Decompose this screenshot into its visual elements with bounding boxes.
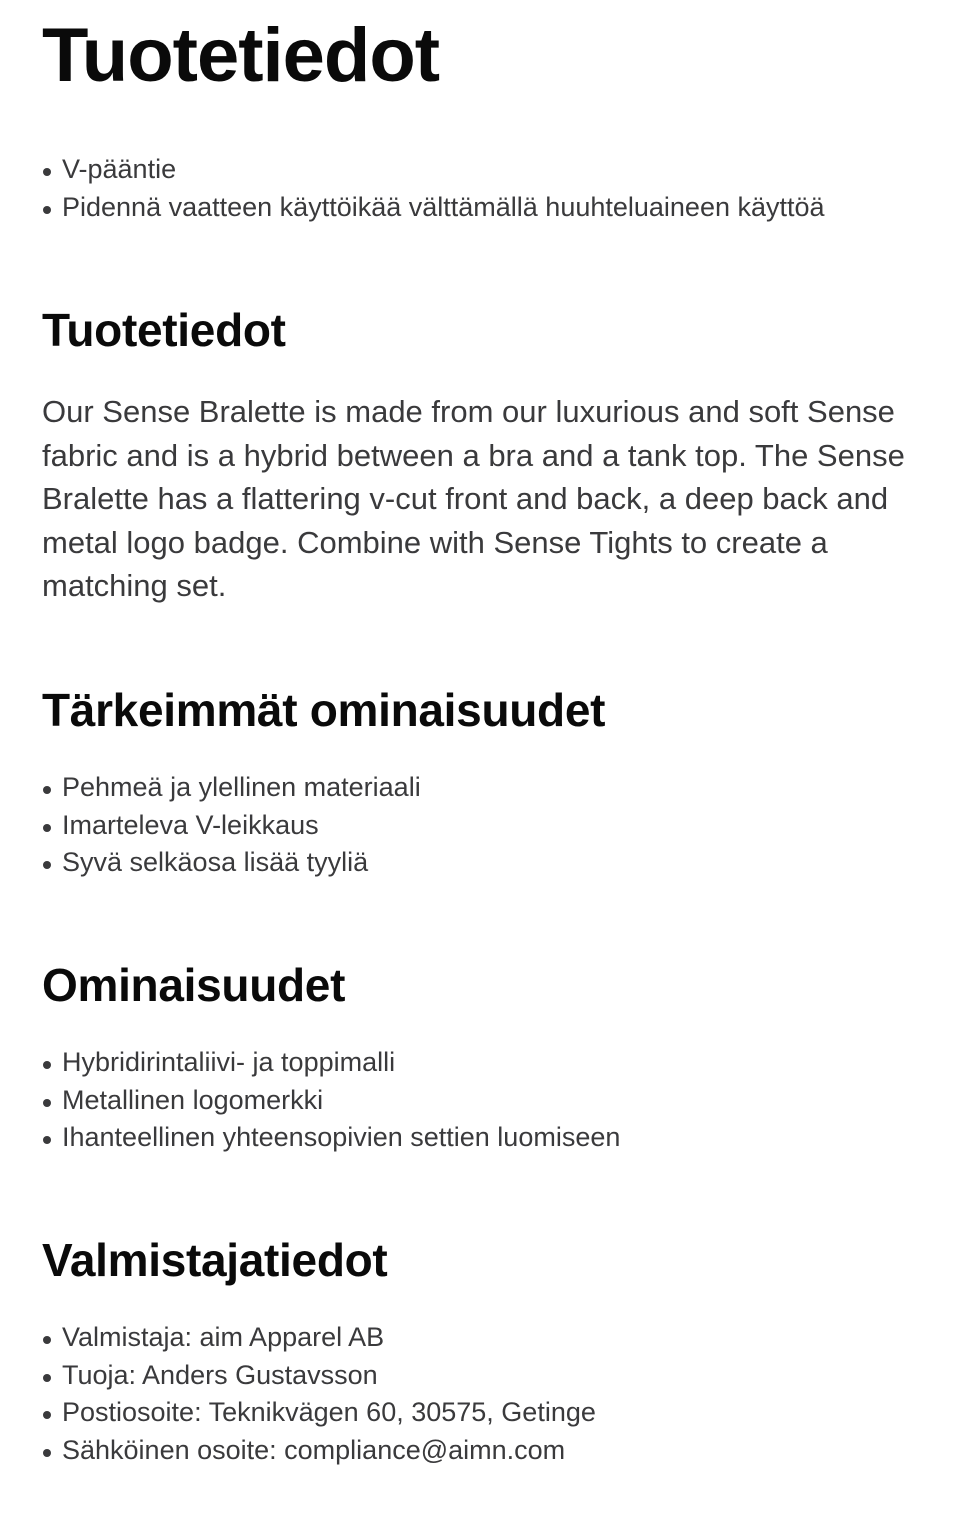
list-item: Tuoja: Anders Gustavsson [42, 1357, 596, 1395]
list-item: Pidennä vaatteen käyttöikää välttämällä huuhteluaineen käyttöä [42, 189, 825, 227]
description-text: Our Sense Bralette is made from our luxurious and soft Sense fabric and is a hybrid between a bra and a tank top. The Sense Bralette has a flattering v-cut front and back, a deep back and metal logo badge. Combine with Sense Tights to create a matching set. [42, 394, 905, 603]
manufacturer-heading: Valmistajatiedot [42, 1234, 388, 1286]
list-item: Valmistaja: aim Apparel AB [42, 1319, 596, 1357]
key-features-heading: Tärkeimmät ominaisuudet [42, 684, 606, 736]
list-item: Hybridirintaliivi- ja toppimalli [42, 1044, 620, 1082]
features-heading: Ominaisuudet [42, 959, 346, 1011]
page-title: Tuotetiedot [42, 13, 440, 98]
description-heading: Tuotetiedot [42, 304, 286, 356]
list-item: Pehmeä ja ylellinen materiaali [42, 769, 421, 807]
manufacturer-list [42, 1319, 596, 1469]
features-list [42, 1044, 620, 1157]
key-features-list [42, 769, 421, 882]
list-item: Syvä selkäosa lisää tyyliä [42, 844, 421, 882]
list-item: Postiosoite: Teknikvägen 60, 30575, Getinge [42, 1394, 596, 1432]
list-item: V-pääntie [42, 151, 825, 189]
list-item: Sähköinen osoite: compliance@aimn.com [42, 1432, 596, 1470]
list-item: Ihanteellinen yhteensopivien settien luomiseen [42, 1119, 620, 1157]
list-item: Metallinen logomerkki [42, 1082, 620, 1120]
list-item: Imarteleva V-leikkaus [42, 807, 421, 845]
top-bullet-list [42, 151, 825, 226]
